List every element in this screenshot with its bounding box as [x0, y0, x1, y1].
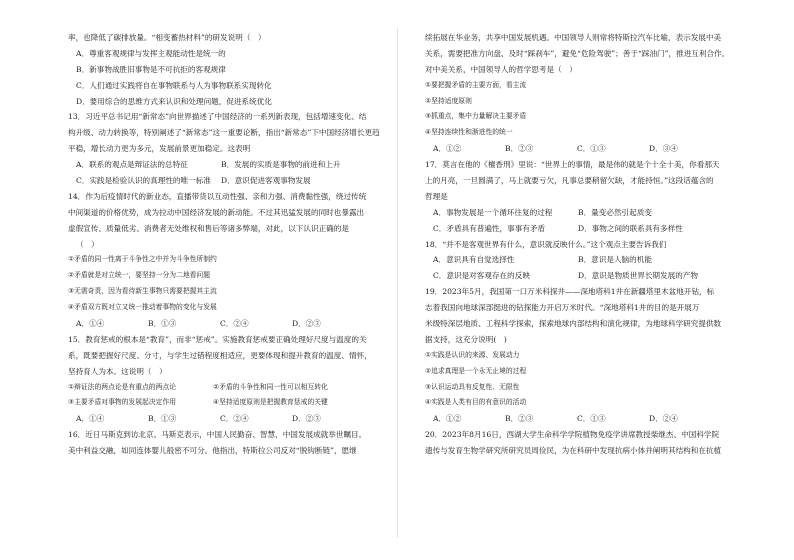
q14-statement-4: ④矛盾双方既对立又统一推动着事物的变化与发展: [68, 303, 217, 312]
q19-option-c: C．①③: [577, 414, 606, 424]
q18-option-d: D．意识是物质世界长期发展的产物: [578, 271, 698, 281]
q16-option-b: B．②③: [505, 144, 534, 154]
q15-statement-4: ④坚持适度原则是把握教育惩戒的关键: [213, 398, 328, 407]
q16-stem-line-1: 16．近日马斯克到访北京。马斯克表示，中国人民勤奋、智慧，中国发展成就举世瞩目。: [68, 430, 367, 440]
q19-stem-line-2: 志着我国向地球深部挺进的钻探能力开启万米时代。“深地塔科1井的目的是开展万: [425, 303, 700, 313]
q16-option-d: D．③④: [649, 144, 678, 154]
q13-stem-line-3: 平稳，增长动力更为多元，发展前景更加稳定。这表明: [68, 144, 251, 154]
q14-option-c: C．②④: [220, 319, 249, 329]
q16-statement-2: ②坚持适度原则: [425, 96, 472, 105]
q14-option-d: D．②③: [292, 319, 321, 329]
q17-option-a: A．事物发展是一个循环往复的过程: [433, 207, 553, 217]
q19-stem-line-4: 据支持，这充分说明( ): [425, 334, 507, 344]
q20-stem-line-2: 遗传与发育生物学研究所研究员周俭民，为在科研中发现抗病小体并阐明其结构和在抗植: [425, 446, 722, 456]
q12-stem-end: 率，也降低了碳排放量。“相变蓄热材料”的研发说明（ ）: [68, 33, 266, 42]
q19-statement-4: ④实践是人类有目的有意识的活动: [425, 398, 527, 407]
q17-options-row-1: [425, 207, 763, 218]
left-column: [68, 32, 406, 461]
q13-options-row-1: [68, 159, 406, 170]
q15-statements-row-2: [68, 397, 406, 408]
q19-option-d: D．②④: [649, 414, 678, 424]
q18-options-row-2: [425, 270, 763, 281]
q15-option-d: D．②③: [292, 414, 321, 424]
q15-stem-line-2: 系，既要把握好尺度、分寸，与学生过错程度相适应，更要体现和提升教育的温度、情怀，: [68, 350, 372, 360]
q16-option-a: A．①②: [433, 144, 462, 154]
q18-option-b: B．意识是人脑的机能: [578, 255, 652, 265]
q19-statement-1: ①实践是认识的来源、发展动力: [425, 350, 520, 359]
q18-options-row-1: [425, 254, 763, 265]
q19-statement-3: ③认识运动具有反复性、无限性: [425, 382, 520, 391]
q16-statement-4: ④坚持连续性和渐进性的统一: [425, 128, 513, 137]
q16-stem-line-4: 关系，需要把准方向盘、及时“踩刹车”，避免“危险驾驶”；善于“踩油门”，推进互利合作。: [425, 48, 730, 58]
q18-stem: 18．“并不是客观世界有什么，意识就反映什么。”这个观点主要告诉我们: [425, 239, 667, 249]
q19-statement-2: ②追求真理是一个永无止境的过程: [425, 366, 527, 375]
q15-statement-3: ③主要矛盾对事物的发展起决定作用: [68, 398, 177, 407]
q16-statement-1: ①要把握矛盾的主要方面，看主流: [425, 80, 527, 89]
q14-option-a: A．①④: [76, 319, 105, 329]
q13-option-a: A．联系的观点是辩证法的总特征: [76, 160, 188, 170]
q13-stem-line-1: 13．习近平总书记用“新常态”向世界描述了中国经济的一系列新表现，包括增速变化、结: [68, 112, 367, 122]
q14-stem-line-2: 中间渠道的价格优势，成为拉动中国经济发展的新动能。不过其迅猛发展的同时也暴露出: [68, 207, 365, 217]
q18-option-a: A．意识具有自觉选择性: [433, 255, 515, 265]
q19-stem-line-1: 19．2023年5月，我国第一口万米科探井——深地塔科1井在新疆塔里木盆地开钻，标: [425, 287, 715, 297]
q15-answer-row: [68, 413, 406, 424]
q14-stem-line-4: （ ）: [76, 239, 99, 249]
q12-option-d: D．要用综合的思维方式来认识和处理问题，促进系统优化: [76, 96, 272, 106]
q16-answer-row: [425, 143, 763, 154]
q14-stem-line-3: 虚假宣传、质量低劣、消费者无处维权和售后等诸多弊端，对此，以下认识正确的是: [68, 223, 349, 233]
q15-statement-1: ①辩证法的两点论是有重点的两点论: [68, 382, 177, 391]
q14-statement-3: ③无需奇责，因为看待新生事物只需要把握其主流: [68, 287, 217, 296]
q15-statements-row-1: [68, 382, 406, 393]
q12-option-c: C．人们通过实践将自在事物联系与人为事物联系实现转化: [76, 80, 272, 90]
q17-option-d: D．事物之间的联系具有多样性: [578, 223, 683, 233]
q14-statement-2: ②矛盾就是对立统一，要坚持一分为二地看问题: [68, 271, 211, 280]
q16-option-c: C．①③: [577, 144, 606, 154]
q17-stem-line-1: 17．莫言在他的《檀香刑》里说：“世界上的事情，最是伟的就是个十全十美，你看那天: [425, 160, 720, 170]
q13-options-row-2: [68, 175, 406, 186]
right-column: [425, 32, 763, 461]
q20-stem-line-1: 20．2023年8月16日，西湖大学生命科学学院植物免疫学讲席教授柴继杰、中国科学院: [425, 430, 720, 440]
q14-option-b: B．①③: [148, 319, 177, 329]
q13-option-d: D．意识促进客观事物发展: [221, 176, 311, 186]
q19-option-a: A．①②: [433, 414, 462, 424]
q17-option-b: B．量变必然引起质变: [578, 207, 652, 217]
q19-option-b: B．②③: [505, 414, 534, 424]
q14-answer-row: [68, 318, 406, 329]
q15-option-c: C．②④: [220, 414, 249, 424]
q13-option-b: B．发展的实质是事物的前进和上升: [221, 160, 341, 170]
q14-statement-1: ①矛盾的同一性离于斗争性之中并为斗争性所制约: [68, 255, 217, 264]
q15-stem-line-3: 坚持育人为本。这说明（ ）: [68, 366, 167, 376]
q15-statement-2: ②矛盾的斗争性和同一性可以相互转化: [213, 382, 328, 391]
q15-option-a: A．①④: [76, 414, 105, 424]
q15-stem-line-1: 15．教育惩戒的根本是“教育”，而非“惩戒”。实施教育惩戒要正确处理好尺度与温度的关: [68, 334, 367, 344]
q17-option-c: C．矛盾具有普遍性，事事有矛盾: [433, 223, 546, 233]
q16-stem-line-3: 续拓展在华业务，共享中国发展机遇。中国领导人则常将特斯拉汽车比喻，表示发展中美: [425, 33, 722, 42]
q16-stem-line-5: 对中美关系，中国领导人的哲学思考是（ ）: [425, 64, 577, 74]
q19-answer-row: [425, 413, 763, 424]
q12-option-b: B．新事物战胜旧事物是不可抗拒的客观规律: [76, 64, 226, 74]
column-divider: [397, 28, 398, 538]
q18-option-c: C．意识是对客观存在的反映: [433, 271, 530, 281]
q17-stem-line-3: 哲理是: [425, 191, 448, 201]
q15-option-b: B．①③: [148, 414, 177, 424]
q19-stem-line-3: 米级特深层地质、工程科学探索，探索地球内部结构和演化规律，为地球科学研究提供数: [425, 319, 722, 329]
q16-statement-3: ③抓重点，集中力量解决主要矛盾: [425, 112, 527, 121]
q16-stem-line-2: 美中利益交融，如同连体婴儿般密不可分。他指出，特斯拉公司反对“脱钩断链”，愿继: [68, 446, 357, 456]
q17-options-row-2: [425, 223, 763, 234]
q13-option-c: C．实践是检验认识的真理性的唯一标准: [76, 176, 211, 186]
q12-option-a: A．尊重客观规律与发挥主观能动性是统一的: [76, 48, 226, 58]
q14-stem-line-1: 14．作为后疫情时代的新业态，直播带货以互动性强、亲和力强、消费黏性强，绕过传统: [68, 191, 367, 201]
q17-stem-line-2: 上的月亮，一旦圆满了，马上就要亏欠，凡事总要稍留欠缺，才能持恒。”这段话蕴含的: [425, 176, 714, 186]
q13-stem-line-2: 构升级、动力转换等，特别阐述了“新常态”这一重要论断，指出“新常态”下中国经济增长更趋: [68, 128, 380, 138]
